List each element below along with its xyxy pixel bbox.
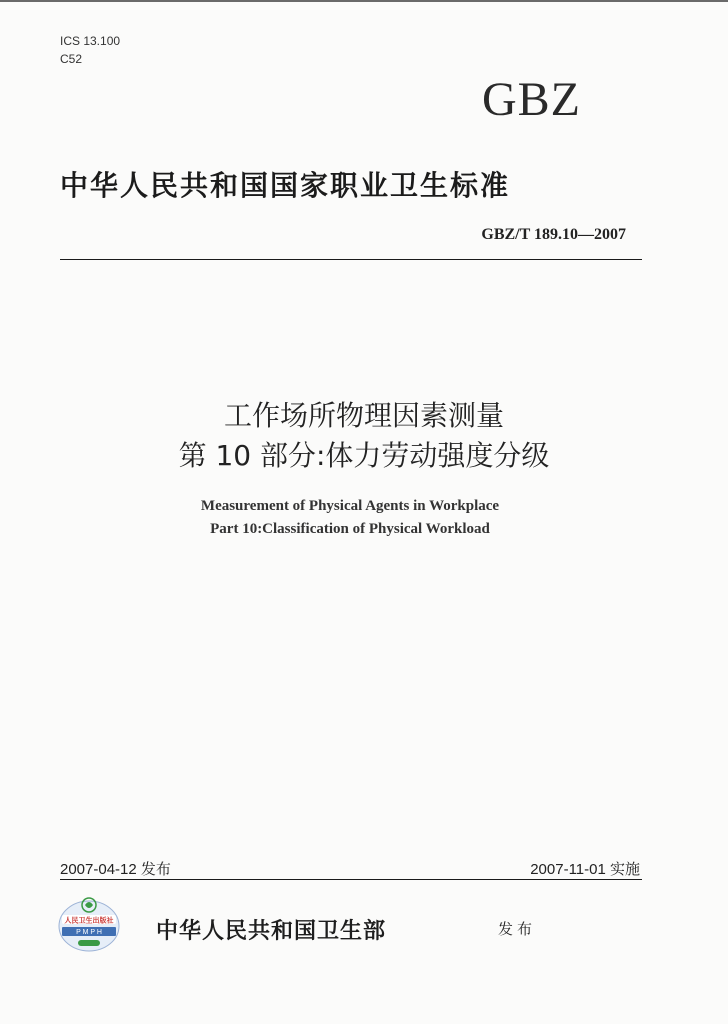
- gbz-logo: GBZ: [482, 73, 581, 126]
- title-en-line1: Measurement of Physical Agents in Workplace: [200, 498, 500, 514]
- classification-codes: [60, 32, 120, 68]
- title-en-line2: Part 10:Classification of Physical Workload: [210, 521, 490, 537]
- publisher-name: 中华人民共和国卫生部: [156, 918, 387, 944]
- bottom-divider: [60, 879, 642, 880]
- top-divider: [60, 259, 642, 260]
- ics-code: ICS 13.100: [60, 34, 121, 48]
- standard-category-title: 中华人民共和国国家职业卫生标准: [60, 169, 511, 202]
- press-logo-icon: [56, 893, 122, 955]
- press-logo-name: 人民卫生出版社: [64, 916, 114, 925]
- issue-date: 2007-04-12 发布: [60, 861, 171, 878]
- standard-number: GBZ/T 189.10—2007: [481, 226, 626, 243]
- title-cn-line1: 工作场所物理因素测量: [223, 399, 504, 432]
- class-code: C52: [60, 52, 83, 66]
- press-logo-abbr: P M P H: [76, 929, 102, 937]
- top-border: [0, 0, 728, 2]
- title-cn-line2: 第 10 部分:体力劳动强度分级: [178, 439, 550, 472]
- implementation-date: 2007-11-01 实施: [530, 861, 640, 878]
- publish-label: 发布: [498, 920, 537, 938]
